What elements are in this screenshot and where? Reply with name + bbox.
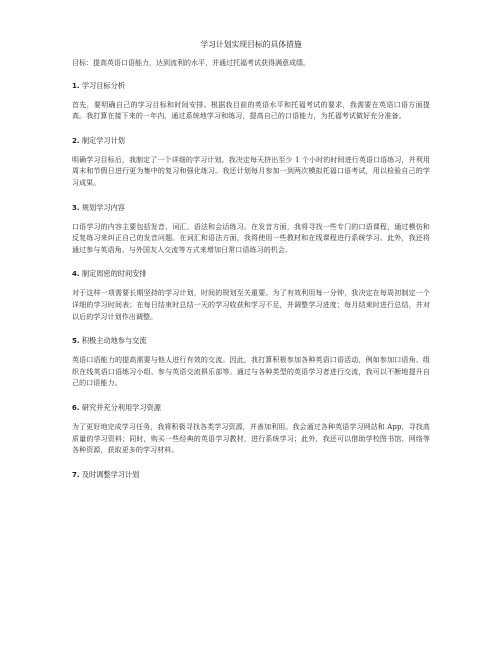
section-heading-text: 及时调整学习计划 [81, 469, 140, 479]
section-4 [72, 268, 430, 323]
section-number: 2. [72, 136, 80, 145]
section-number: 5. [72, 337, 80, 346]
section-heading [72, 80, 430, 92]
section-6 [72, 402, 430, 457]
section-2 [72, 135, 430, 190]
section-heading-text: 制定周密的时间安排 [81, 269, 147, 279]
section-body: 口语学习的内容主要包括发音、词汇、语法和会话练习。在发音方面，我将寻找一些专门的口语课程，通过模仿和反复练习来纠正自己的发音问题。在词汇和语法方面，我将使用一些教材和在线课程进行系统学习。此外，我还将通过参与英语角、与外国友人交流等方式来增加日常口语练习的机会。 [72, 222, 430, 254]
section-heading-text: 学习目标分析 [81, 80, 125, 90]
section-5 [72, 335, 430, 390]
section-body: 对于这样一项需要长期坚持的学习计划，时间的规划至关重要。为了有效利用每一分钟，我决定在每周初制定一个详细的学习时间表；在每日结束时总结一天的学习收获和学习不足，并调整学习进度；每月结束时进行总结，并对以后的学习计划作出调整。 [72, 289, 430, 321]
section-heading [72, 268, 430, 280]
section-heading-text: 研究并充分利用学习资源 [81, 402, 161, 412]
section-body: 明确学习目标后，我制定了一个详细的学习计划。我决定每天挤出至少 1 个小时的时间进行英语口语练习，并利用周末和节假日进行更为集中的复习和强化练习。我还计划每月参加一到两次模拟托福口语考试，用以检验自己的学习成果。 [72, 155, 430, 187]
section-heading-text: 规划学习内容 [81, 202, 125, 212]
goal-statement: 目标：提高英语口语能力，达到流利的水平，并通过托福考试获得满意成绩。 [72, 59, 310, 67]
section-number: 7. [72, 470, 80, 479]
section-heading [72, 469, 430, 481]
section-body: 为了更好地完成学习任务，我将积极寻找各类学习资源，并善加利用。我会通过各种英语学习网站和 App，寻找高质量的学习资料；同时，购买一些经典的英语学习教材，进行系统学习；此外，我还可以借助学校图书馆、网络等各种资源，获取更多的学习材料。 [72, 422, 430, 455]
section-7 [72, 469, 430, 481]
document-title: 学习计划实现目标的具体措施 [200, 40, 302, 49]
section-heading-text: 制定学习计划 [81, 135, 125, 145]
section-1 [72, 80, 430, 123]
document-page [72, 40, 430, 493]
section-number: 4. [72, 270, 80, 279]
section-number: 6. [72, 403, 80, 412]
section-number: 1. [72, 81, 80, 90]
section-3 [72, 202, 430, 257]
section-heading-text: 积极主动地参与交流 [81, 336, 147, 346]
section-heading [72, 202, 430, 214]
section-heading [72, 402, 430, 414]
section-number: 3. [72, 203, 80, 212]
section-body: 首先，要明确自己的学习目标和时间安排。根据我目前的英语水平和托福考试的要求，我需要在英语口语方面提高。我打算在接下来的一年内，通过系统地学习和练习，提高自己的口语能力，为托福考试做好充分准备。 [72, 100, 430, 121]
section-heading [72, 135, 430, 147]
section-heading [72, 335, 430, 347]
section-body: 英语口语能力的提高需要与他人进行有效的交流。因此，我打算积极参加各种英语口语活动，例如参加口语角、组织在线英语口语练习小组、参与英语交流俱乐部等。通过与各种类型的英语学习者进行交流，我可以不断地提升自己的口语能力。 [72, 356, 430, 388]
